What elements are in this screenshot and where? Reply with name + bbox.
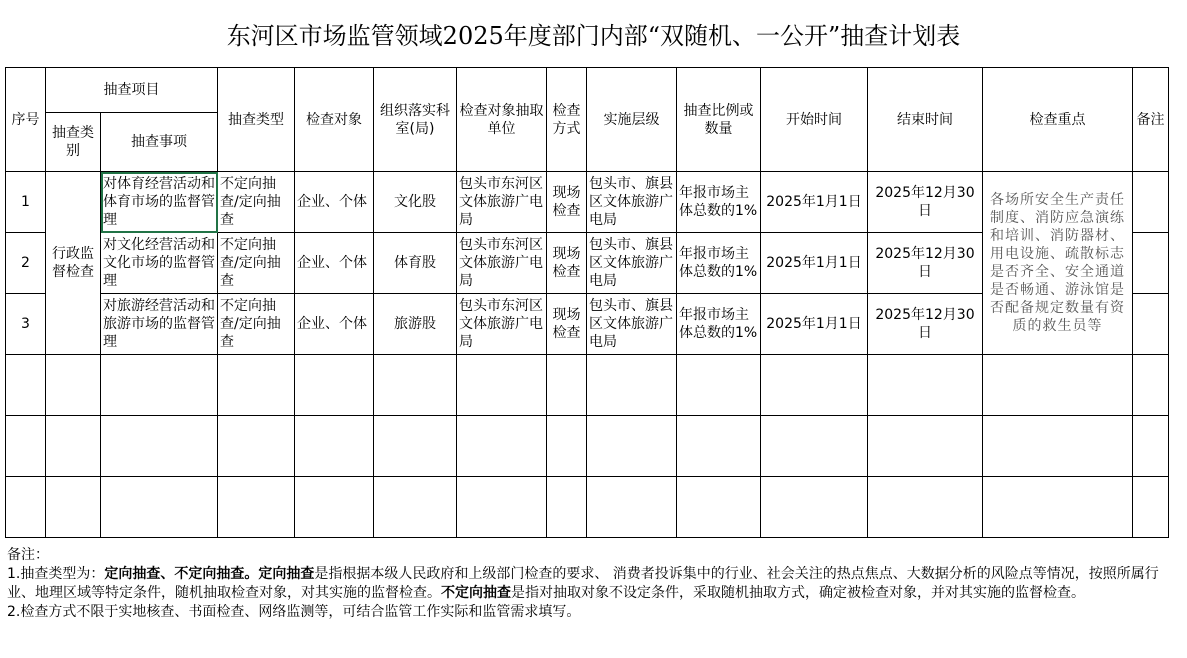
note-1-prefix: 1.抽查类型为： <box>7 566 105 582</box>
cell-start[interactable]: 2025年1月1日 <box>761 233 868 294</box>
note-1-bold-2: 不定向抽查 <box>441 585 511 601</box>
cell-ratio[interactable]: 年报市场主体总数的1% <box>677 172 761 233</box>
empty-cell[interactable] <box>677 416 761 477</box>
cell-type[interactable]: 不定向抽查/定向抽查 <box>218 233 295 294</box>
cell-end[interactable]: 2025年12月30日 <box>868 294 983 355</box>
note-2: 2.检查方式不限于实地核查、书面检查、网络监测等，可结合监管工作实际和监管需求填写。 <box>7 604 581 620</box>
empty-cell[interactable] <box>6 477 46 538</box>
header-end[interactable]: 结束时间 <box>868 68 983 172</box>
notes-block <box>7 546 1172 622</box>
cell-method[interactable]: 现场检查 <box>547 294 587 355</box>
cell-type[interactable]: 不定向抽查/定向抽查 <box>218 172 295 233</box>
cell-remark[interactable] <box>1133 172 1169 233</box>
empty-cell[interactable] <box>1133 416 1169 477</box>
cell-seq[interactable]: 2 <box>6 233 46 294</box>
empty-cell[interactable] <box>761 355 868 416</box>
cell-dept[interactable]: 旅游股 <box>374 294 457 355</box>
cell-item-selected[interactable]: 对体育经营活动和体育市场的监督管理 <box>101 172 218 233</box>
header-start[interactable]: 开始时间 <box>761 68 868 172</box>
empty-cell[interactable] <box>46 477 101 538</box>
empty-cell[interactable] <box>101 416 218 477</box>
empty-cell[interactable] <box>101 477 218 538</box>
header-seq[interactable]: 序号 <box>6 68 46 172</box>
cell-end[interactable]: 2025年12月30日 <box>868 233 983 294</box>
empty-cell[interactable] <box>677 477 761 538</box>
cell-ratio[interactable]: 年报市场主体总数的1% <box>677 233 761 294</box>
empty-cell[interactable] <box>547 416 587 477</box>
header-type[interactable]: 抽查类型 <box>218 68 295 172</box>
notes-heading: 备注： <box>7 547 49 563</box>
cell-type[interactable]: 不定向抽查/定向抽查 <box>218 294 295 355</box>
header-ratio[interactable]: 抽查比例或数量 <box>677 68 761 172</box>
page-title: 东河区市场监管领域2025年度部门内部“双随机、一公开”抽查计划表 <box>226 22 961 50</box>
empty-cell[interactable] <box>587 477 677 538</box>
header-method[interactable]: 检查方式 <box>547 68 587 172</box>
empty-cell[interactable] <box>218 416 295 477</box>
empty-cell[interactable] <box>547 477 587 538</box>
empty-cell[interactable] <box>457 477 547 538</box>
empty-cell[interactable] <box>761 477 868 538</box>
empty-cell[interactable] <box>457 355 547 416</box>
empty-cell[interactable] <box>46 416 101 477</box>
empty-cell[interactable] <box>868 355 983 416</box>
cell-level[interactable]: 包头市、旗县区文体旅游广电局 <box>587 172 677 233</box>
empty-cell[interactable] <box>6 355 46 416</box>
empty-cell[interactable] <box>983 416 1133 477</box>
empty-cell[interactable] <box>374 355 457 416</box>
empty-cell[interactable] <box>295 355 374 416</box>
cell-remark[interactable] <box>1133 233 1169 294</box>
empty-cell[interactable] <box>868 416 983 477</box>
cell-dept[interactable]: 体育股 <box>374 233 457 294</box>
header-unit[interactable]: 检查对象抽取单位 <box>457 68 547 172</box>
note-1-bold-1: 定向抽查、不定向抽查。定向抽查 <box>104 566 315 582</box>
cell-end[interactable]: 2025年12月30日 <box>868 172 983 233</box>
header-remark[interactable]: 备注 <box>1133 68 1169 172</box>
cell-target[interactable]: 企业、个体 <box>295 294 374 355</box>
cell-start[interactable]: 2025年1月1日 <box>761 172 868 233</box>
cell-unit[interactable]: 包头市东河区文体旅游广电局 <box>457 294 547 355</box>
empty-cell[interactable] <box>374 477 457 538</box>
cell-remark[interactable] <box>1133 294 1169 355</box>
empty-cell[interactable] <box>218 355 295 416</box>
empty-row <box>6 355 1169 416</box>
empty-cell[interactable] <box>547 355 587 416</box>
empty-cell[interactable] <box>46 355 101 416</box>
cell-ratio[interactable]: 年报市场主体总数的1% <box>677 294 761 355</box>
header-item[interactable]: 抽查事项 <box>101 113 218 172</box>
note-1-text-2: 是指对抽取对象不设定条件，采取随机抽取方式，确定被检查对象，并对其实施的监督检查。 <box>511 585 1085 601</box>
note-1-text-1: 是指根据本级人民政府和上级部门检查的要求、 消费者投诉集中的行业、社会关注的热点焦点、大数据分析的风险点等情况，按照所属行业、地理区域等特定条件，随机抽取检查对象，对其实施的监督检查。 <box>7 566 1159 601</box>
empty-row <box>6 416 1169 477</box>
cell-target[interactable]: 企业、个体 <box>295 172 374 233</box>
empty-row <box>6 477 1169 538</box>
empty-cell[interactable] <box>457 416 547 477</box>
header-project[interactable]: 抽查项目 <box>46 68 218 113</box>
empty-cell[interactable] <box>6 416 46 477</box>
empty-cell[interactable] <box>587 416 677 477</box>
cell-seq[interactable]: 1 <box>6 172 46 233</box>
cell-start[interactable]: 2025年1月1日 <box>761 294 868 355</box>
cell-seq[interactable]: 3 <box>6 294 46 355</box>
cell-dept[interactable]: 文化股 <box>374 172 457 233</box>
cell-focus[interactable]: 各场所安全生产责任制度、消防应急演练和培训、消防器材、用电设施、疏散标志是否齐全、安全通道是否畅通、游泳馆是否配备规定数量有资质的救生员等 <box>983 172 1133 355</box>
empty-cell[interactable] <box>983 477 1133 538</box>
cell-level[interactable]: 包头市、旗县区文体旅游广电局 <box>587 294 677 355</box>
cell-level[interactable]: 包头市、旗县区文体旅游广电局 <box>587 233 677 294</box>
cell-unit[interactable]: 包头市东河区文体旅游广电局 <box>457 172 547 233</box>
table-row <box>6 172 1169 233</box>
cell-category[interactable]: 行政监督检查 <box>46 172 101 355</box>
plan-table <box>5 67 1169 538</box>
cell-item[interactable]: 对文化经营活动和文化市场的监督管理 <box>101 233 218 294</box>
cell-method[interactable]: 现场检查 <box>547 172 587 233</box>
empty-cell[interactable] <box>1133 477 1169 538</box>
header-dept[interactable]: 组织落实科室(局) <box>374 68 457 172</box>
empty-cell[interactable] <box>983 355 1133 416</box>
empty-cell[interactable] <box>295 477 374 538</box>
cell-method[interactable]: 现场检查 <box>547 233 587 294</box>
cell-item[interactable]: 对旅游经营活动和旅游市场的监督管理 <box>101 294 218 355</box>
empty-cell[interactable] <box>868 477 983 538</box>
header-target[interactable]: 检查对象 <box>295 68 374 172</box>
empty-cell[interactable] <box>374 416 457 477</box>
empty-cell[interactable] <box>587 355 677 416</box>
empty-cell[interactable] <box>1133 355 1169 416</box>
header-focus[interactable]: 检查重点 <box>983 68 1133 172</box>
empty-cell[interactable] <box>677 355 761 416</box>
header-category[interactable]: 抽查类别 <box>46 113 101 172</box>
empty-cell[interactable] <box>761 416 868 477</box>
note-1 <box>7 565 1172 603</box>
empty-cell[interactable] <box>218 477 295 538</box>
cell-target[interactable]: 企业、个体 <box>295 233 374 294</box>
empty-cell[interactable] <box>101 355 218 416</box>
cell-unit[interactable]: 包头市东河区文体旅游广电局 <box>457 233 547 294</box>
empty-cell[interactable] <box>295 416 374 477</box>
header-level[interactable]: 实施层级 <box>587 68 677 172</box>
